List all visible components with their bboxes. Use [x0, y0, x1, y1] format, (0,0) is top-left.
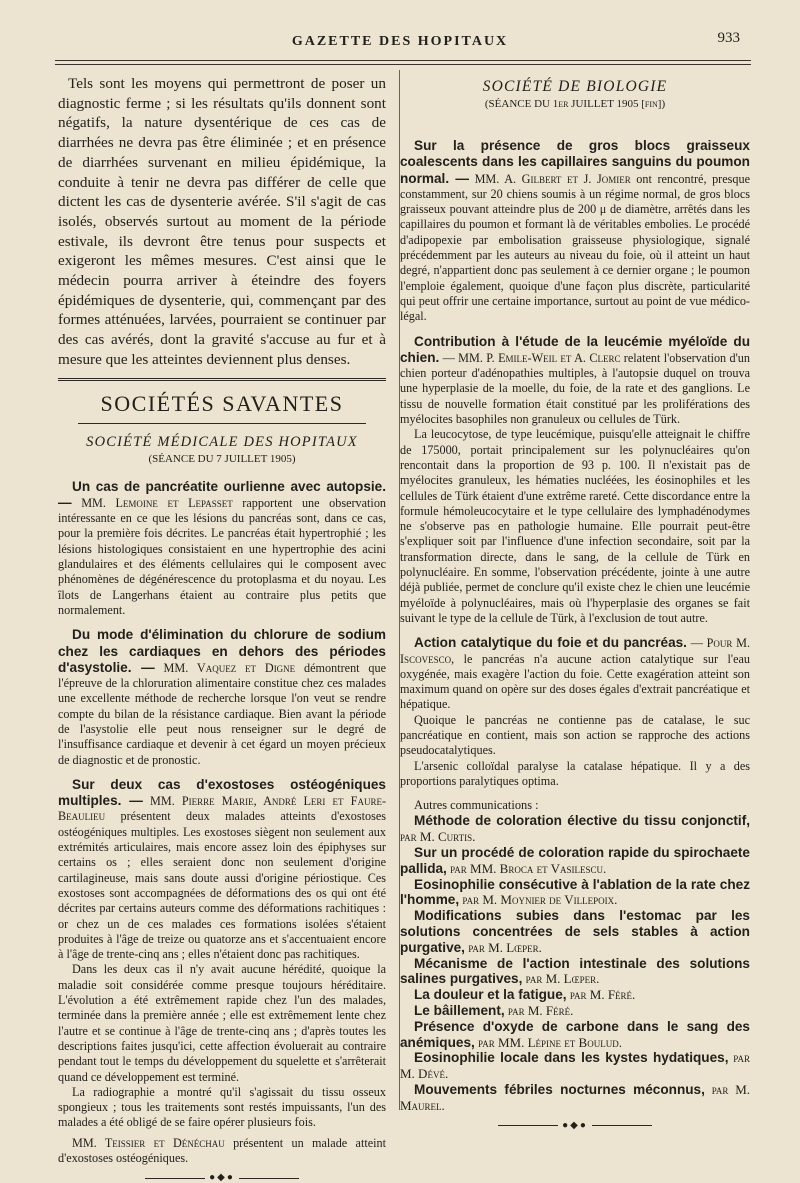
article-authors: — MM. P. Emile-Weil et A. Clerc: [439, 350, 621, 365]
article-title: Action catalytique du foie et du pancréas.: [414, 635, 687, 651]
article-text: Quoique le pancréas ne contienne pas de catalase, le suc pancréatique en contient, mais son action se rapproche des actions pseudocatalytiques.: [400, 712, 750, 758]
article-authors: — Pour M. Iscovesco: [400, 636, 750, 666]
article-title: Du mode d'élimination du chlorure de sodium chez les cardiaques en dehors des périodes d'asystolie. —: [58, 627, 386, 675]
communication-item: Eosinophilie consécutive à l'ablation de la rate chez l'homme, par M. Moynier de Villepoix.: [400, 876, 750, 908]
article-paragraph: [400, 138, 750, 325]
communication-item: Mouvements fébriles nocturnes méconnus, par M. Maurel.: [400, 1082, 750, 1113]
article-authors: MM. A. Gilbert et J. Jomier: [469, 171, 631, 186]
page-number: 933: [717, 30, 740, 46]
section-end-ornament: ●◆●: [58, 1172, 386, 1183]
section-title-rule: [78, 423, 366, 424]
article-text: La leucocytose, de type leucémique, puisqu'elle atteignait le chiffre de 175000, portait principalement sur les polynucléaires qu'on rencontait dans la proportion de 93 p. 100. Il n'existait pas de myélocites granuleux, les hématies nucléées, les éosinophiles et les cellules de Türk étaient d'une extrême rareté. Cette discordance entre la formule hémoleucocytaire et le type cellulaire des lymphadénodymes ne s'observe pas en pathologie humaine. Elle pourrait peut-être s'expliquer soit par l'influence d'une infection secondaire, soit par la transformation directe, dans le sang, de la cellule de Türk en polynucléaire. En somme, l'observation précédente, jointe à une autre déjà publiée, permet de conclure qu'il existe chez le chien une leucémie myéloïde à polynucléaires, mais où l'hyperplasie des organes se fait suivant le type de la cellule de Türk, à l'exclusion de tout autre.: [400, 427, 750, 625]
lead-paragraph: Tels sont les moyens qui permettront de poser un diagnostic ferme ; si les résultats qu'ils donnent sont négatifs, la nature dysentérique de ces cas de diarrhées ne devra pas être éliminée ; et en présence de diarrhées survenant en milieu épidémique, la conduite à tenir ne devra pas différer de celle que dictent les cas de dysenterie avérée. S'il s'agit de cas isolés, observés surtout au moment de la période estivale, ils devront être tenus pour suspects et exigeront les mêmes mesures. C'est ainsi que le médecin pourra arriver à éteindre des foyers épidémiques de dysenterie, qui, commençant par des formes atténuées, larvées, pourraient se continuer par des cas avérés, dont la gravité s'accuse au fur et à mesure que les atteintes deviennent plus denses.: [58, 75, 386, 368]
article-text: présentent deux malades atteints d'exostoses ostéogéniques multiples. Les exostoses siègent non seulement aux extrémités articulaires, mais encore assez loin des épiphyses sur certains os ; elles seraient donc non seulement d'origine cartilagineuse, mais sans doute aussi d'origine périostique. Ces exostoses sont accompagnées de déformations des os qui ont été décrites par certains auteurs comme des déformations rachitiques : or chez un de ces malades ces formations isolées s'étaient produites à l'âge de treize ou quatorze ans et s'accentuaient encore à l'âge de trente-cinq ans ; elles n'étaient donc pas rachitiques.: [58, 809, 386, 962]
article-authors: MM. Teissier et Dénéchau: [72, 1135, 225, 1150]
communication-item: Présence d'oxyde de carbone dans le sang des anémiques, par MM. Lépine et Boulud.: [400, 1018, 750, 1050]
communication-item: Mécanisme de l'action intestinale des solutions salines purgatives, par M. Lœper.: [400, 955, 750, 987]
running-head: GAZETTE DES HOPITAUX: [291, 34, 509, 49]
article-text: , le pancréas n'a aucune action catalytique sur l'eau oxygénée, mais exagère l'action du foie. Cette exagération atteint son maximum quand on opère sur des doses égales d'extrait pancréatique et hépatique.: [400, 651, 750, 712]
article-title: Contribution à l'étude de la leucémie myéloïde du chien.: [400, 333, 750, 365]
communications-heading: Autres communications :: [414, 798, 539, 813]
article-paragraph: [58, 627, 386, 768]
article-text: La radiographie a montré qu'il s'agissait du tissu osseux spongieux ; tous les traitements sont restés impuissants, l'un des malades a été obligé de se faire opérer plusieurs fois.: [58, 1084, 386, 1130]
article-paragraph: [400, 635, 750, 712]
left-column: [58, 74, 386, 1183]
article-title: Un cas de pancréatite ourlienne avec autopsie. —: [58, 478, 386, 510]
communications-list: [400, 813, 750, 1113]
article-text: démontrent que l'épreuve de la chloruration alimentaire constitue chez ces malades une excellente méthode de recherche lorsque l'on veut se rendre compte du bilan de la résistance cardiaque. Bien avant la période de l'asystolie elle peut nous renseigner sur le degré de l'insuffisance cardiaque et devenir à cet égard un moyen précieux de diagnostic et de pronostic.: [58, 660, 386, 767]
article-title: Sur la présence de gros blocs graisseux coalescents dans les capillaires sanguins du poumon normal. —: [400, 138, 750, 186]
article-text: rapportent une observation intéressante en ce que les lésions du pancréas sont, dans ce cas, pour la première fois décrites. Le pancréas était hypertrophié ; les lésions histologiques consistaient en une hypertrophie des acini glandulaires et des éléments cellulaires qui le composent avec phénomènes de dégénérescence du protoplasma et du noyau. Les îlots de Langerhans étaient au contraire plus petits que normalement.: [58, 495, 387, 617]
article-authors: MM. Lemoine et Lepasset: [81, 495, 233, 510]
header-rule-second: [55, 64, 751, 65]
article-paragraph: [400, 334, 750, 428]
article-text: relatent l'observation d'un chien porteur d'adénopathies multiples, à l'autopsie duquel on trouva une hyperplasie de la moelle, du foie, de la rate et des ganglions. Le tissu de nouvelle formation était constitué par les proliférations des myélocites basophiles non granuleux ou cellules de Türk.: [400, 350, 750, 427]
article-text: Dans les deux cas il n'y avait aucune hérédité, quoique la maladie soit considérée comme presque toujours héréditaire. L'évolution a été extrêmement rapide chez l'un des malades, terminée dans la première année ; elle est extrêmement lente chez l'autre et se continue à l'âge de trente-cinq ans ; d'après toutes les descriptions faites jusqu'ici, cette affection évoluerait au contraire pendant tout le temps du développement du squelette et s'arrêterait quand ce développement est terminé.: [58, 962, 386, 1084]
society-title: SOCIÉTÉ DE BIOLOGIE: [482, 78, 668, 95]
session-date: (SÉANCE DU 7 JUILLET 1905): [148, 452, 296, 465]
article-paragraph: [58, 1136, 386, 1167]
session-date: (SÉANCE DU 1er JUILLET 1905 [fin]): [484, 98, 666, 110]
article-authors: MM. Vaquez et Digne: [154, 660, 296, 675]
communication-item: La douleur et la fatigue, par M. Féré.: [414, 987, 636, 1003]
article-text: ont rencontré, presque constamment, sur 20 chiens soumis à un régime normal, de gros blocs graisseux pouvant atteindre plus de 200 μ de diamètre, arrêtés dans les capillaires du poumon et formant là de véritables embolies. Le procédé d'adipopexie par embolisation graisseuse physiologique, signalé précédemment par les auteurs au niveau du foie, où il atteint un haut degré, n'appartient donc pas seulement à ce dernier organe ; le poumon l'emploie également, quoique d'une façon plus discrète, particularité qui peut offrir une certaine importance, surtout au point de vue médico-légal.: [400, 171, 750, 324]
article-paragraph: [58, 777, 386, 963]
section-rule-double: [58, 378, 386, 381]
header-rule: [55, 60, 751, 61]
communication-item: Le bâillement, par M. Féré.: [414, 1003, 574, 1019]
section-title: SOCIÉTÉS SAVANTES: [100, 390, 344, 416]
article-paragraph: [58, 479, 386, 619]
right-column: [400, 74, 750, 1131]
article-text: présentent un malade atteint d'exostoses ostéogéniques.: [58, 1135, 386, 1166]
article-title: Sur deux cas d'exostoses ostéogéniques multiples. —: [58, 776, 386, 809]
communication-item: Eosinophilie locale dans les kystes hydatiques, par M. Dévé.: [400, 1050, 750, 1082]
communication-item: Modifications subies dans l'estomac par les solutions concentrées de sels stables à action purgative, par M. Lœper.: [400, 908, 750, 955]
section-end-ornament: ●◆●: [400, 1120, 750, 1131]
society-title: SOCIÉTÉ MÉDICALE DES HOPITAUX: [86, 433, 358, 450]
communication-item: Sur un procédé de coloration rapide du spirochaete pallida, par MM. Broca et Vasilescu.: [400, 845, 750, 876]
communication-item: Méthode de coloration élective du tissu conjonctif, par M. Curtis.: [400, 813, 750, 845]
article-authors: MM. Pierre Marie, André Leri et Faure-Beaulieu: [58, 794, 386, 824]
article-text: L'arsenic colloïdal paralyse la catalase hépatique. Il y a des proportions paralytiques optima.: [400, 758, 750, 788]
